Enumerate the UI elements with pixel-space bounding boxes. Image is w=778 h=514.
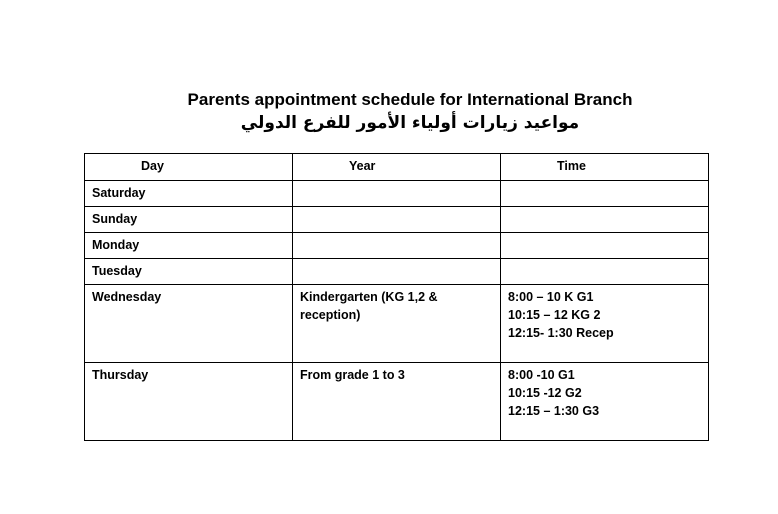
page-title: Parents appointment schedule for International Branch xyxy=(187,90,633,109)
column-header-year: Year xyxy=(293,154,501,181)
time-cell xyxy=(501,181,709,207)
time-cell xyxy=(501,285,709,363)
time-slot: 10:15 -12 G2 xyxy=(508,386,582,400)
table-row xyxy=(85,285,709,363)
column-header-day: Day xyxy=(85,154,293,181)
table-row xyxy=(85,181,709,207)
schedule-table xyxy=(84,153,709,441)
page-title-arabic: مواعيد زيارات أولياء الأمور للفرع الدولي xyxy=(240,113,580,133)
day-cell: Wednesday xyxy=(85,285,293,363)
time-slot: 12:15- 1:30 Recep xyxy=(508,326,614,340)
year-cell xyxy=(293,207,501,233)
time-slot: 8:00 – 10 K G1 xyxy=(508,290,594,304)
time-cell xyxy=(501,233,709,259)
time-cell xyxy=(501,207,709,233)
time-cell xyxy=(501,363,709,441)
day-cell: Sunday xyxy=(85,207,293,233)
table-row xyxy=(85,233,709,259)
table-header-row xyxy=(85,154,709,181)
table-row xyxy=(85,363,709,441)
year-cell: Kindergarten (KG 1,2 & reception) xyxy=(293,285,501,363)
year-cell xyxy=(293,233,501,259)
table-row xyxy=(85,259,709,285)
time-slot: 12:15 – 1:30 G3 xyxy=(508,404,600,418)
year-cell xyxy=(293,259,501,285)
column-header-time: Time xyxy=(501,154,709,181)
day-cell: Monday xyxy=(85,233,293,259)
time-slot: 10:15 – 12 KG 2 xyxy=(508,308,601,322)
day-cell: Saturday xyxy=(85,181,293,207)
year-cell xyxy=(293,181,501,207)
table-row xyxy=(85,207,709,233)
day-cell: Thursday xyxy=(85,363,293,441)
year-cell: From grade 1 to 3 xyxy=(293,363,501,441)
day-cell: Tuesday xyxy=(85,259,293,285)
time-slot: 8:00 -10 G1 xyxy=(508,368,575,382)
time-cell xyxy=(501,259,709,285)
